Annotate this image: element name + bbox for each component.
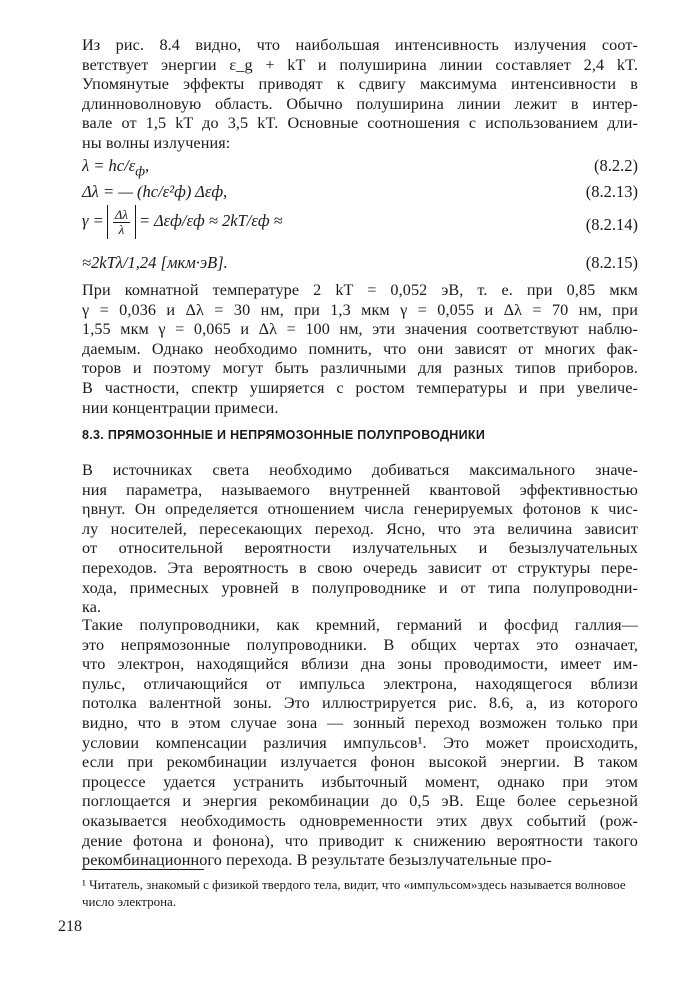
paragraph-indirect-semiconductors <box>82 616 638 871</box>
paragraph-room-temperature <box>82 281 638 418</box>
section-heading: 8.3. ПРЯМОЗОННЫЕ И НЕПРЯМОЗОННЫЕ ПОЛУПРОВОДНИКИ <box>82 428 486 442</box>
text-line: рекомбинационного перехода. В результате безызлучательные про- <box>82 851 552 870</box>
footnote <box>82 876 638 910</box>
footnote-rule <box>82 869 204 870</box>
text-line: дение фотона и фонона), что приводит к снижению вероятности такого <box>82 831 638 850</box>
page-number: 218 <box>58 918 82 935</box>
text-line: ¹ Читатель, знакомый с физикой твердого тела, видит, что «импульсом» <box>82 877 478 892</box>
equation-expr: $\lambda = hc/\varepsilon_ф$, <box>82 156 150 179</box>
text-line: ны волны излучения: <box>82 133 231 152</box>
text-line: ния параметра, называемого внутренней квантовой эффективностью <box>82 480 638 499</box>
text-line: Упомянутые эффекты приводят к сдвигу максимума интенсивности в <box>82 75 638 94</box>
text-line: В источниках света необходимо добиваться максимального значе- <box>82 461 638 479</box>
text-line: что электрон, находящийся вблизи дна зоны проводимости, имеет им- <box>82 655 638 674</box>
equation-expr: ≈2kTλ/1,24 [мкм·эВ]. <box>82 253 228 272</box>
text-line: торов и поэтому могут быть различными для разных типов приборов. <box>82 359 638 378</box>
equation-expr: Δλ = — (hc/ε²ф) Δεф, <box>82 182 228 201</box>
text-line: потолка валентной зоны. Это иллюстрируется рис. 8.6, а, из которого <box>82 694 638 713</box>
text-line: условии компенсации различия импульсов¹. Это может происходить, <box>82 733 638 752</box>
text-line: вале от 1,5 kT до 3,5 kT. Основные соотношения с использованием дли- <box>82 114 638 133</box>
text-line: нии концентрации примеси. <box>82 398 279 417</box>
equation-8-2-14 <box>82 205 638 245</box>
text-line: переходов. Эта вероятность в свою очередь зависит от структуры пере- <box>82 558 638 577</box>
text-line: даемым. Однако необходимо помнить, что они зависят от многих фак- <box>82 339 638 358</box>
paragraph-intro <box>82 36 638 154</box>
equation-8-2-2 <box>82 156 638 178</box>
text-line: оказывается необходимость одновременности этих двух событий (рож- <box>82 811 638 830</box>
text-line: ηвнут. Он определяется отношением числа генерируемых фотонов к чис- <box>82 500 638 519</box>
text-line: пульс, отличающийся от импульса электрона, находящегося вблизи <box>82 674 638 693</box>
equation-8-2-13 <box>82 182 638 204</box>
equation-number: (8.2.2) <box>594 156 638 175</box>
text-line: γ = 0,036 и Δλ = 30 нм, при 1,3 мкм γ = 0,055 и Δλ = 70 нм, при <box>82 300 638 319</box>
text-line: здесь называется волновое число электрона. <box>82 877 626 909</box>
text-line: Такие полупроводники, как кремний, германий и фосфид галлия— <box>82 616 638 634</box>
text-line: поглощается и энергия рекомбинации до 0,5 эВ. Еще более серьезной <box>82 792 638 811</box>
text-line: если при рекомбинации излучается фонон высокой энергии. В таком <box>82 753 638 772</box>
equation-expr: γ = $\frac{\Delta\lambda}{\lambda}$ = Δεф/εф ≈ 2kT/εф ≈ <box>82 205 283 239</box>
fraction: $\frac{\Delta\lambda}{\lambda}$ <box>114 206 129 237</box>
text-line: ка. <box>82 598 102 617</box>
text-line: При комнатной температуре 2 kT = 0,052 эВ, т. е. при 0,85 мкм <box>82 281 638 299</box>
text-line: Из рис. 8.4 видно, что наибольшая интенсивность излучения соот- <box>82 36 638 54</box>
text-line: процессе удается устранить избыточный момент, однако при этом <box>82 772 638 791</box>
text-line: видно, что в этом случае зона — зонный переход возможен только при <box>82 713 638 732</box>
paragraph-light-sources <box>82 461 638 618</box>
text-line: ветствует энергии ε_g + kT и полуширина линии составляет 2,4 kT. <box>82 55 638 74</box>
text-line: длинноволновую область. Обычно полуширина линии лежит в интер- <box>82 94 638 113</box>
equation-number: (8.2.14) <box>585 215 638 234</box>
equation-number: (8.2.13) <box>585 182 638 201</box>
equation-8-2-15 <box>82 253 638 275</box>
equation-number: (8.2.15) <box>585 253 638 272</box>
text-line: лу носителей, пересекающих переход. Ясно, что эта величина зависит <box>82 519 638 538</box>
text-line: от относительной вероятности излучательных и безызлучательных <box>82 539 638 558</box>
text-line: В частности, спектр уширяется с ростом температуры и при увеличе- <box>82 378 638 397</box>
text-line: хода, примесных уровней в полупроводнике и от типа полупроводни- <box>82 578 638 597</box>
text-line: это непрямозонные полупроводники. В общих чертах это означает, <box>82 635 638 654</box>
text-line: 1,55 мкм γ = 0,065 и Δλ = 100 нм, эти значения соответствуют наблю- <box>82 320 638 339</box>
